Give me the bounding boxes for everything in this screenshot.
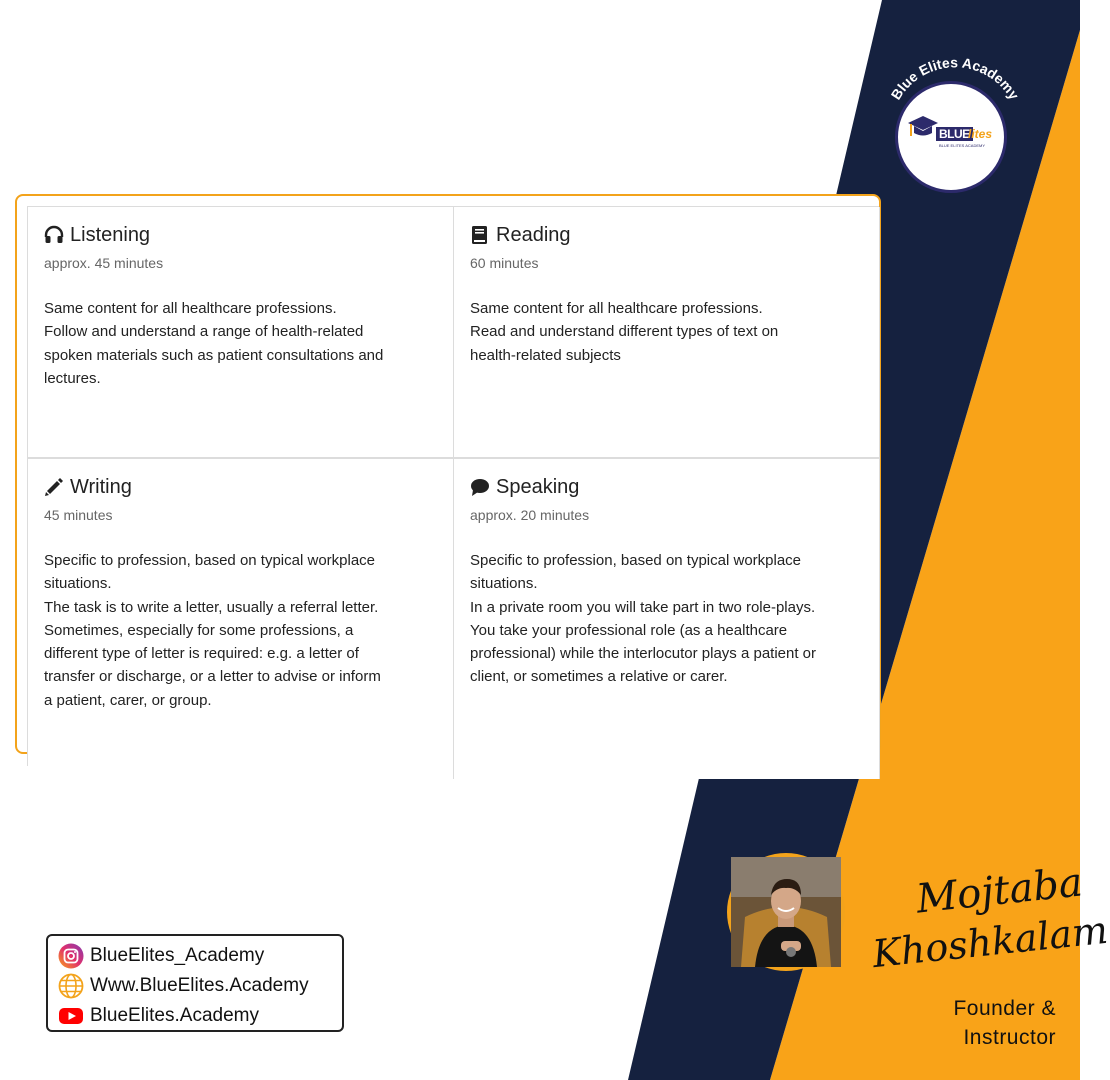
description-line: Sometimes, especially for some professions, a (44, 621, 354, 639)
section-header (470, 475, 863, 499)
section-speaking (454, 459, 880, 779)
headphones-icon (44, 225, 64, 245)
description-line: different type of letter is required: e.g. a letter of (44, 645, 359, 663)
social-handle: BlueElites_Academy (90, 945, 265, 966)
logo-word-blue: BLUE (936, 127, 973, 141)
section-title: Speaking (496, 475, 580, 498)
social-website[interactable] (58, 971, 332, 1001)
pencil-icon (44, 477, 64, 497)
section-description (470, 297, 863, 367)
founder-role (953, 994, 1056, 1052)
section-duration: approx. 20 minutes (470, 507, 590, 523)
description-line: Specific to profession, based on typical workplace (470, 552, 802, 569)
role-line: Instructor (963, 1026, 1056, 1049)
social-website-url: Www.BlueElites.Academy (90, 975, 309, 996)
social-links-box (46, 934, 344, 1032)
description-line: The task is to write a letter, usually a referral letter. (44, 598, 379, 616)
social-channel: BlueElites.Academy (90, 1005, 259, 1026)
description-line: situations. (44, 575, 112, 593)
section-header (470, 223, 863, 247)
signature-last-name: Khoshkalam (870, 907, 1110, 977)
book-icon (470, 225, 490, 245)
description-line: situations. (470, 575, 538, 593)
globe-icon (58, 973, 84, 999)
section-listening (28, 207, 454, 459)
instagram-icon (58, 943, 84, 969)
description-line: transfer or discharge, or a letter to advise or inform (44, 668, 381, 686)
speech-bubble-icon (470, 477, 490, 497)
section-title: Writing (70, 475, 132, 498)
signature-first-name: Mojtaba (914, 859, 1085, 923)
social-instagram[interactable] (58, 941, 332, 971)
section-description (44, 297, 437, 390)
sections-grid (27, 206, 879, 766)
logo-word-elites: lites (968, 127, 993, 141)
section-header (44, 223, 437, 247)
section-title: Listening (70, 223, 151, 246)
description-line: Same content for all healthcare professions. (44, 300, 337, 317)
description-line: a patient, carer, or group. (44, 691, 212, 709)
description-line: You take your professional role (as a healthcare (470, 621, 788, 639)
social-youtube[interactable] (58, 1001, 332, 1031)
founder-signature (864, 859, 1110, 988)
founder-photo (727, 853, 845, 971)
section-header (44, 475, 437, 499)
graduation-cap-icon (908, 114, 938, 140)
section-duration: 45 minutes (44, 507, 113, 523)
brand-logo (895, 81, 1007, 193)
description-line: Specific to profession, based on typical workplace (44, 552, 376, 569)
description-line: client, or sometimes a relative or carer. (470, 668, 728, 686)
brand-name: Blue Elites Academy (887, 54, 1023, 103)
description-line: In a private room you will take part in two role-plays. (470, 598, 816, 616)
description-line: Read and understand different types of text on (470, 323, 779, 341)
section-description (44, 549, 437, 712)
section-description (470, 549, 863, 689)
section-duration: approx. 45 minutes (44, 255, 164, 271)
description-line: lectures. (44, 369, 101, 387)
section-writing (28, 459, 454, 779)
description-line: Follow and understand a range of health-related (44, 323, 364, 341)
section-duration: 60 minutes (470, 255, 539, 271)
description-line: professional) while the interlocutor plays a patient or (470, 645, 817, 663)
youtube-icon (58, 1003, 84, 1029)
description-line: Same content for all healthcare professions. (470, 300, 763, 317)
section-title: Reading (496, 223, 571, 246)
description-line: spoken materials such as patient consultations and (44, 346, 384, 364)
section-reading (454, 207, 880, 459)
role-line: Founder & (953, 997, 1056, 1020)
logo-subtitle: BLUE ELITES ACADEMY (939, 143, 986, 148)
founder-portrait-illustration (731, 857, 841, 967)
description-line: health-related subjects (470, 346, 621, 364)
test-sections-card (15, 194, 881, 754)
